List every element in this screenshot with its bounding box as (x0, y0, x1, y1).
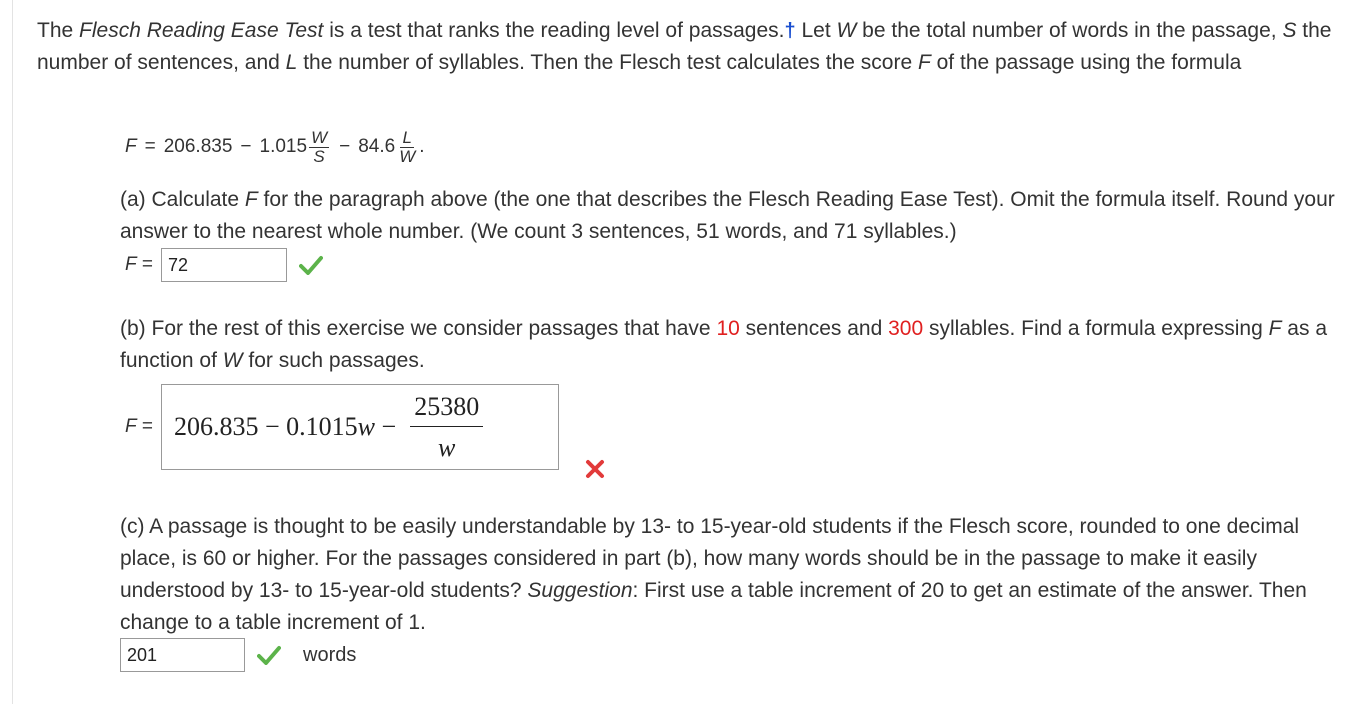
fraction-w-over-s: $\frac{W}{S}$ (311, 127, 328, 166)
part-b-question: (b) For the rest of this exercise we consider passages that have 10 sentences and 300 syllables. Find a formula expressing F as a function of W for such passages. (120, 317, 1327, 372)
intro-paragraph: The Flesch Reading Ease Test is a test that ranks the reading level of passages.† Let W be the total number of words in the passage, S the number of sentences, and L the number of syllables. Then the Flesch test calculates the score F of the passage using the formula (37, 19, 1332, 74)
part-c-answer-row (120, 638, 356, 672)
fraction-l-over-w: $\frac{L}{W}$ (399, 127, 416, 166)
part-a-label: F = (125, 254, 153, 275)
math-expression: 206.835 − 0.1015w − (174, 412, 397, 441)
part-a-answer-input[interactable]: 72 (161, 248, 287, 282)
math-fraction: $\frac{25380}{w}$ (410, 392, 483, 463)
part-c-answer-input[interactable]: 201 (120, 638, 245, 672)
part-c-question: (c) A passage is thought to be easily understandable by 13- to 15-year-old students if the Flesch score, rounded to one decimal place, is 60 or higher. For the passages considered in part (b), how many words should be in the passage to make it easily understood by 13- to 15-year-old students? Suggestion: First use a table increment of 20 to get an estimate of the answer. Then change to a table increment of 1. (120, 515, 1307, 634)
check-icon (299, 255, 323, 275)
flesch-formula: F = 206.835 − 1.015 $\frac{W}{S}$ − 84.6 $\frac{L}{W}$ . (125, 127, 425, 166)
part-b-math-input[interactable] (161, 384, 559, 470)
part-a-question: (a) Calculate F for the paragraph above (the one that describes the Flesch Reading Ease Test). Omit the formula itself. Round your answer to the nearest whole number. (We count 3 sentences, 51 words, and 71 syllables.) (120, 188, 1335, 243)
footnote-link[interactable]: † (784, 20, 796, 42)
cross-icon (584, 458, 606, 480)
part-a-answer-row (125, 248, 323, 282)
words-unit-label: words (303, 643, 357, 666)
part-b-answer-row (125, 384, 559, 470)
check-icon (257, 645, 281, 665)
part-b-label: F = (125, 416, 153, 437)
